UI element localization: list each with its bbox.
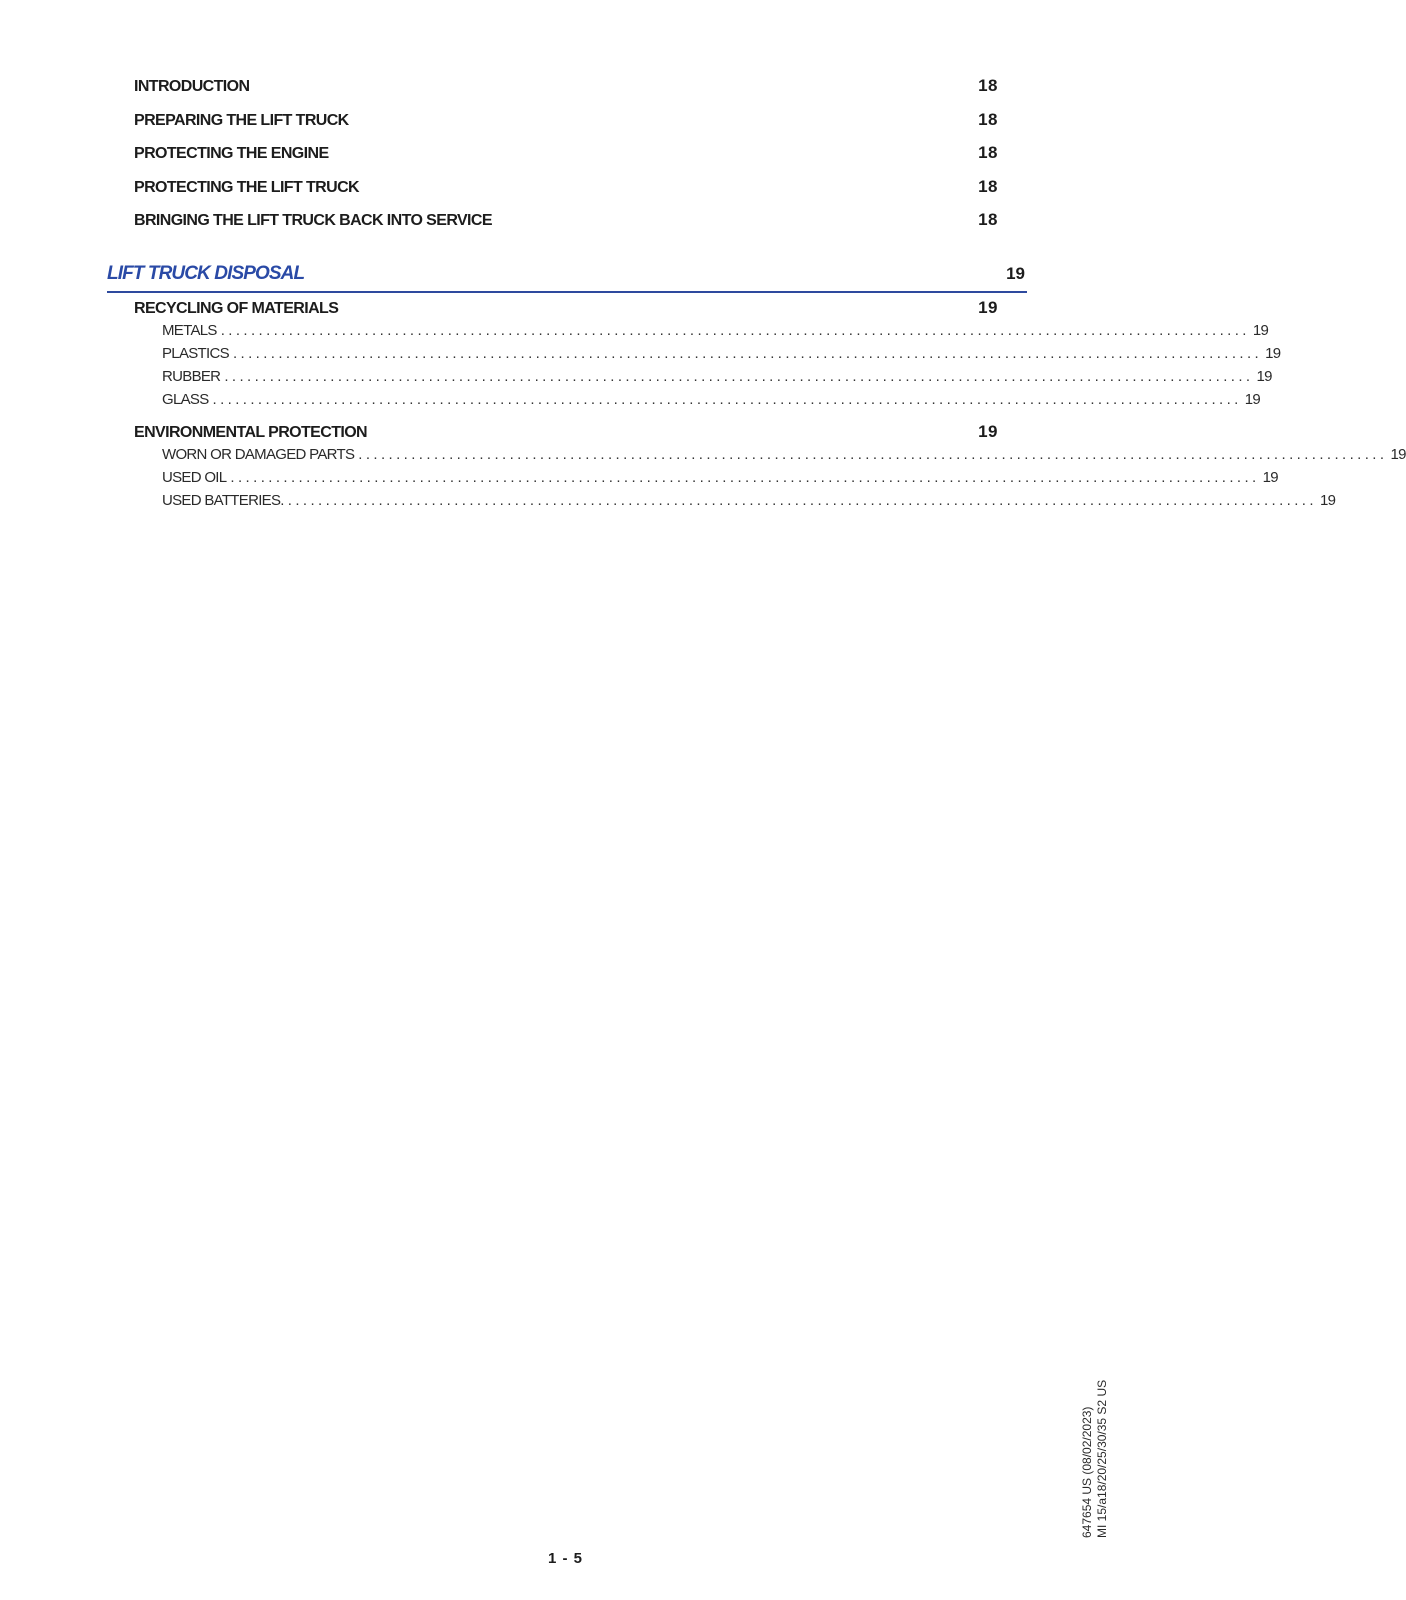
dot-leader: ........................................................................................................................................ [287, 492, 1317, 509]
toc-subentry-label: PLASTICS [162, 345, 229, 362]
toc-subentry[interactable] [134, 446, 1406, 469]
toc-subentry-label: GLASS [162, 391, 209, 408]
toc-chapter-heading[interactable] [107, 263, 1027, 293]
toc-group-title: RECYCLING OF MATERIALS [134, 300, 339, 317]
dot-leader: ........................................................................................................................................ [212, 391, 1242, 408]
toc-group-heading[interactable] [134, 298, 1000, 322]
toc-subentry-label: METALS [162, 322, 217, 339]
toc-subentry-label: USED OIL [162, 469, 227, 486]
toc-subentry-page: 19 [1252, 322, 1269, 339]
dot-leader: ........................................................................................................................................ [220, 322, 1250, 339]
toc-entry-title: PREPARING THE LIFT TRUCK [134, 111, 349, 129]
toc-subentry-page: 19 [1256, 368, 1272, 385]
toc-entry-page: 18 [978, 210, 998, 229]
doc-ref-line2: MI 15/a18/20/25/30/35 S2 US [1095, 1379, 1109, 1538]
toc-top-list [134, 76, 1000, 244]
toc-entry-page: 18 [978, 143, 998, 162]
toc-entry-page: 18 [978, 109, 998, 129]
page-number: 1 - 5 [547, 1550, 583, 1567]
toc-entry[interactable] [134, 177, 1000, 211]
doc-ref-line1: 647654 US (08/02/2023) [1080, 1406, 1094, 1538]
toc-group-recycling [134, 298, 1281, 414]
toc-group-page: 19 [978, 422, 998, 441]
toc-group-page: 19 [978, 298, 998, 317]
dot-leader: ........................................................................................................................................ [232, 345, 1263, 362]
dot-leader: ........................................................................................................................................ [230, 469, 1260, 486]
toc-subentry[interactable] [134, 345, 1281, 368]
toc-subentry-page: 19 [1244, 391, 1261, 408]
toc-subentry-label: WORN OR DAMAGED PARTS [162, 446, 355, 463]
toc-subentry[interactable] [134, 469, 1278, 492]
toc-subentry[interactable] [134, 322, 1269, 345]
document-reference [1080, 1380, 1110, 1538]
toc-subentry[interactable] [134, 492, 1336, 515]
toc-subentry-label: USED BATTERIES. [162, 492, 284, 509]
toc-entry-title: PROTECTING THE ENGINE [134, 145, 329, 162]
toc-subentry-page: 19 [1262, 469, 1278, 486]
toc-subentry-page: 19 [1390, 446, 1406, 463]
toc-subentry[interactable] [134, 368, 1272, 391]
dot-leader: ........................................................................................................................................ [224, 368, 1254, 385]
toc-entry[interactable] [134, 76, 1000, 110]
chapter-page: 19 [1006, 264, 1025, 283]
toc-entry-page: 18 [978, 76, 998, 95]
toc-entry-title: INTRODUCTION [134, 78, 250, 95]
toc-subentry-page: 19 [1265, 345, 1281, 362]
toc-entry-title: PROTECTING THE LIFT TRUCK [134, 178, 359, 196]
toc-group-title: ENVIRONMENTAL PROTECTION [134, 424, 368, 441]
toc-entry[interactable] [134, 210, 1000, 244]
toc-subentry[interactable] [134, 391, 1261, 414]
toc-entry-page: 18 [978, 176, 998, 196]
toc-subentry-page: 19 [1319, 492, 1336, 509]
chapter-title: LIFT TRUCK DISPOSAL [107, 263, 305, 284]
toc-entry[interactable] [134, 143, 1000, 177]
dot-leader: ........................................................................................................................................ [358, 446, 1388, 463]
toc-group-environmental [134, 422, 1406, 515]
toc-subentry-label: RUBBER [162, 368, 221, 385]
toc-group-heading[interactable] [134, 422, 1000, 446]
toc-entry[interactable] [134, 110, 1000, 144]
toc-entry-title: BRINGING THE LIFT TRUCK BACK INTO SERVICE [134, 212, 492, 229]
